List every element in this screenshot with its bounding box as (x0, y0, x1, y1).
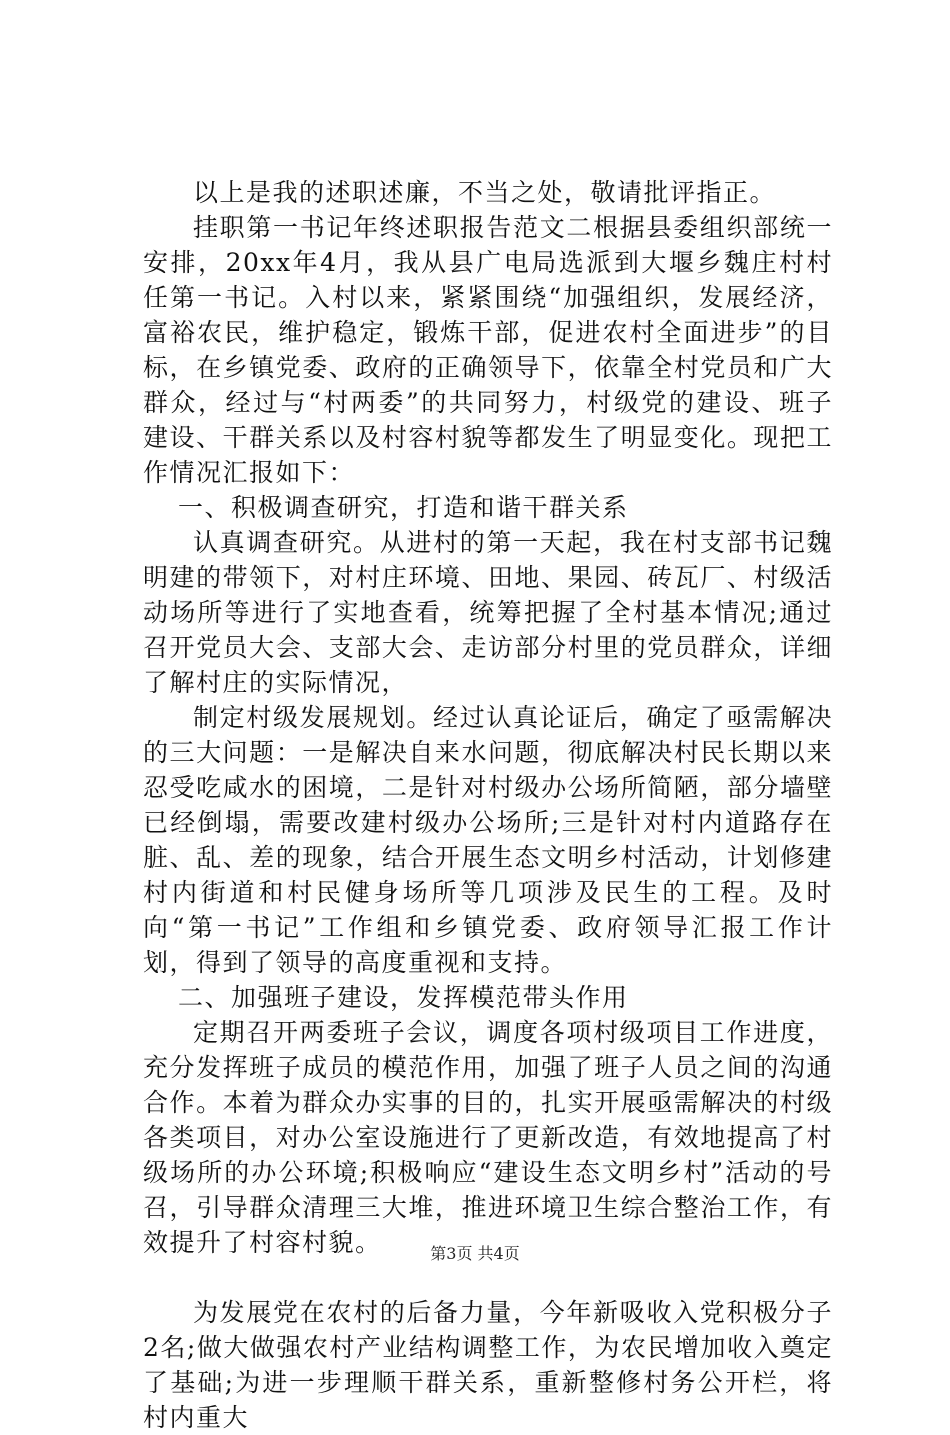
paragraph-intro: 挂职第一书记年终述职报告范文二根据县委组织部统一安排，20xx年4月，我从县广电局选派到大堰乡魏庄村村任第一书记。入村以来，紧紧围绕“加强组织，发展经济，富裕农民，维护稳定，锻炼干部，促进农村全面进步”的目标，在乡镇党委、政府的正确领导下，依靠全村党员和广大群众，经过与“村两委”的共同努力，村级党的建设、班子建设、干群关系以及村容村貌等都发生了明显变化。现把工作情况汇报如下： (143, 213, 833, 487)
blank-line (143, 1260, 833, 1295)
paragraph-development: 为发展党在农村的后备力量，今年新吸收入党积极分子2名;做大做强农村产业结构调整工作，为农民增加收入奠定了基础;为进一步理顺干群关系，重新整修村务公开栏，将村内重大 (143, 1298, 833, 1432)
section-heading-1: 一、积极调查研究，打造和谐干群关系 (178, 493, 629, 522)
section-heading-2: 二、加强班子建设，发挥模范带头作用 (178, 983, 629, 1012)
paragraph-team: 定期召开两委班子会议，调度各项村级项目工作进度，充分发挥班子成员的模范作用，加强了班子人员之间的沟通合作。本着为群众办实事的目的，扎实开展亟需解决的村级各类项目，对办公室设施进行了更新改造，有效地提高了村级场所的办公环境;积极响应“建设生态文明乡村”活动的号召，引导群众清理三大堆，推进环境卫生综合整治工作，有效提升了村容村貌。 (143, 1018, 833, 1257)
paragraph-closing: 以上是我的述职述廉，不当之处，敬请批评指正。 (193, 178, 777, 207)
page-number-footer: 第3页 共4页 (430, 1244, 520, 1263)
paragraph-research: 认真调查研究。从进村的第一天起，我在村支部书记魏明建的带领下，对村庄环境、田地、果园、砖瓦厂、村级活动场所等进行了实地查看，统筹把握了全村基本情况;通过召开党员大会、支部大会、走访部分村里的党员群众，详细了解村庄的实际情况， (143, 528, 833, 697)
paragraph-planning: 制定村级发展规划。经过认真论证后，确定了亟需解决的三大问题：一是解决自来水问题，彻底解决村民长期以来忍受吃咸水的困境，二是针对村级办公场所简陋，部分墙壁已经倒塌，需要改建村级办公场所;三是针对村内道路存在脏、乱、差的现象，结合开展生态文明乡村活动，计划修建村内街道和村民健身场所等几项涉及民生的工程。及时向“第一书记”工作组和乡镇党委、政府领导汇报工作计划，得到了领导的高度重视和支持。 (143, 703, 833, 977)
